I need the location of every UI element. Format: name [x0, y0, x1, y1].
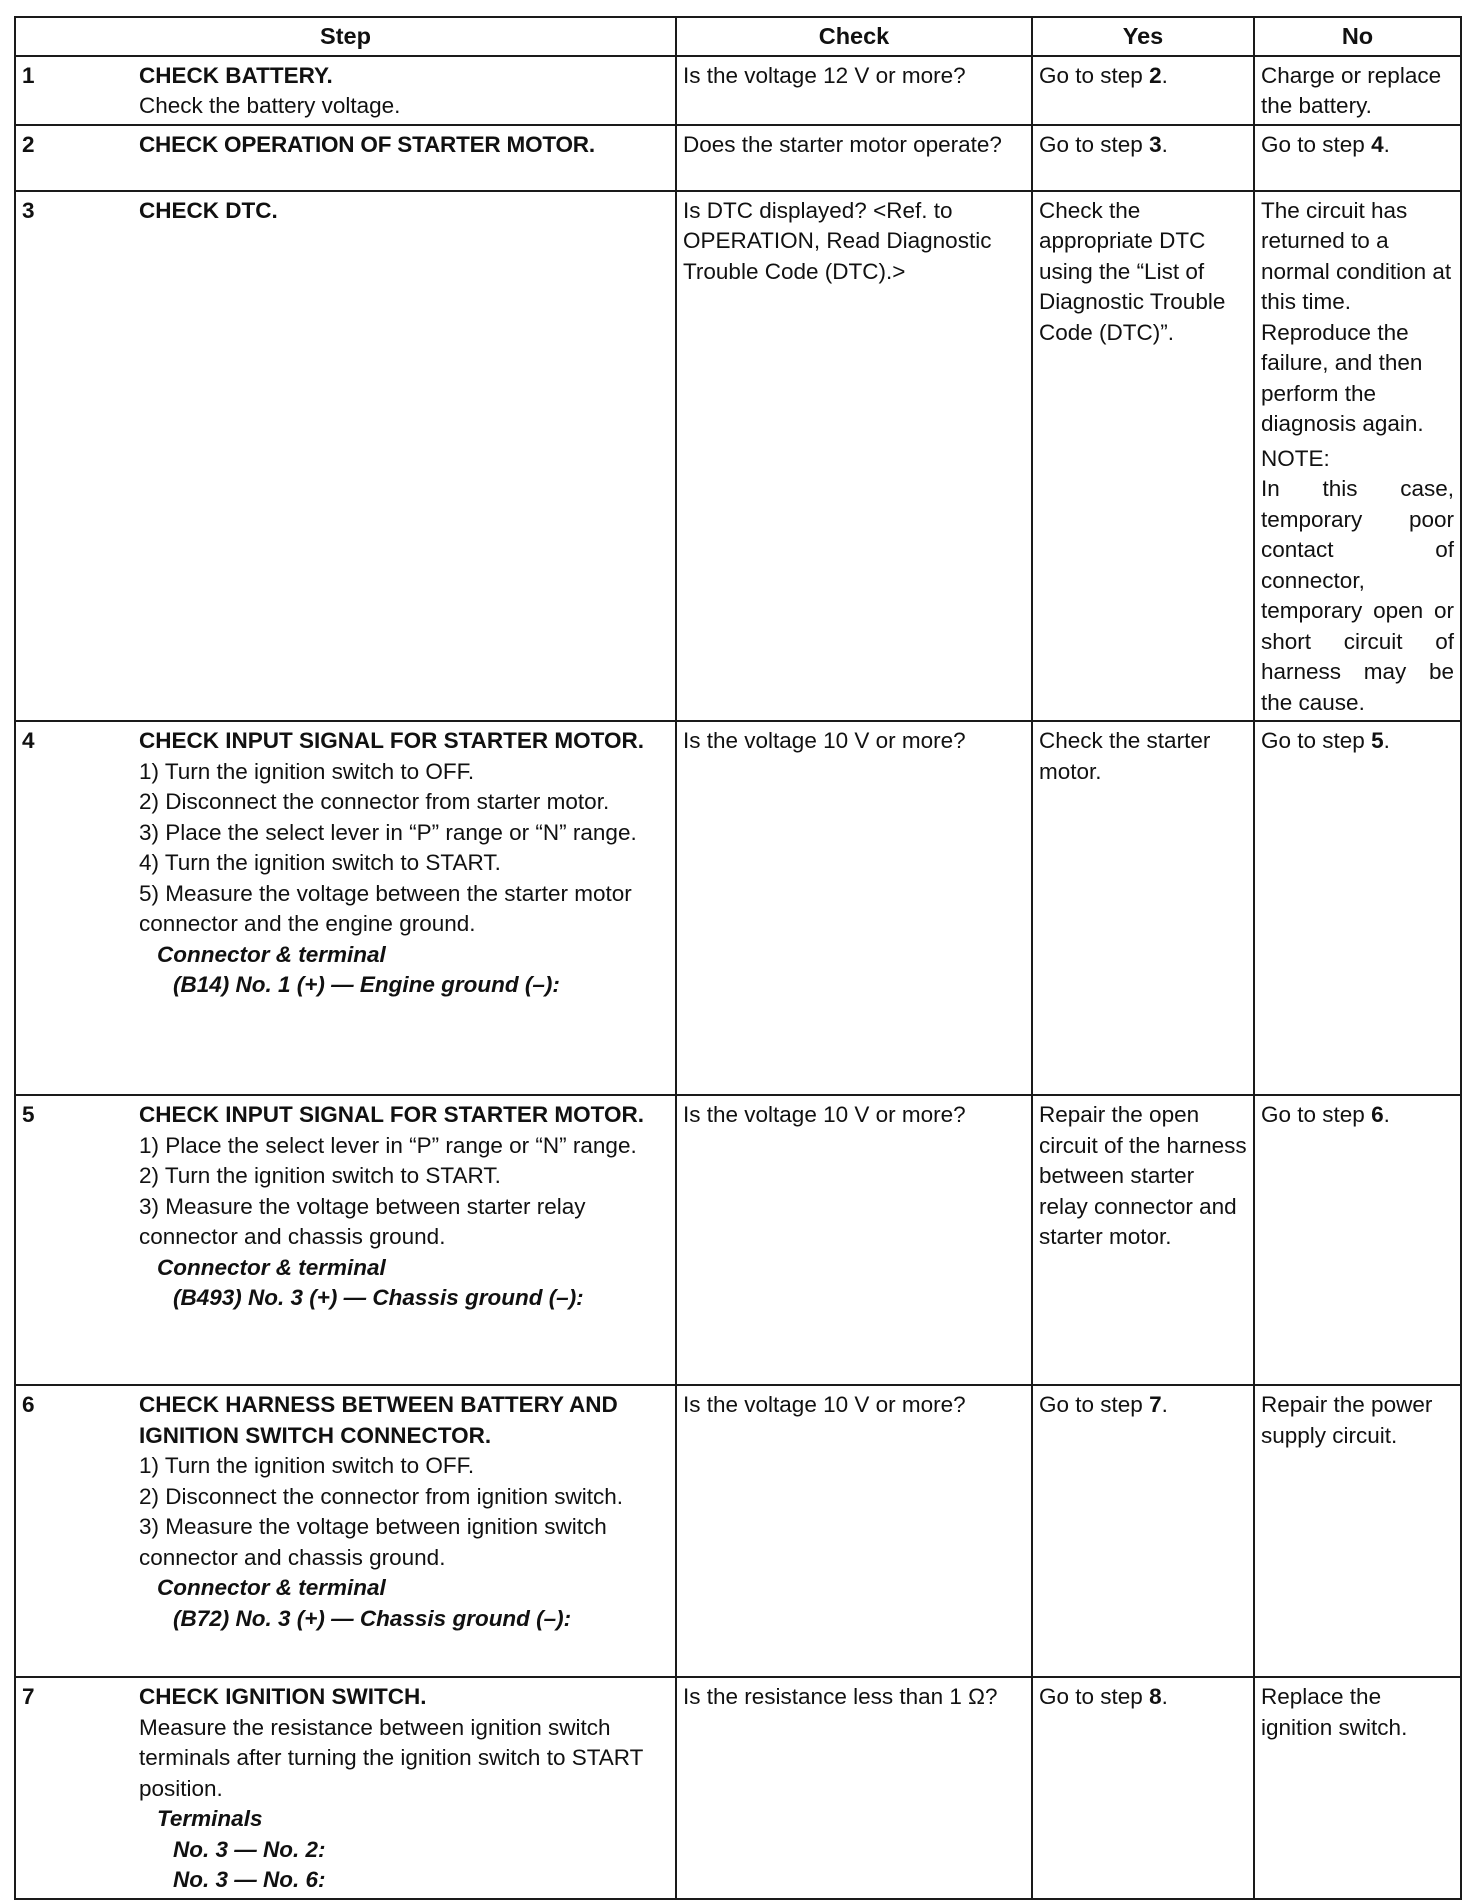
step-title: CHECK INPUT SIGNAL FOR STARTER MOTOR.	[139, 1102, 645, 1127]
connector-terminal-value: (B14) No. 1 (+) — Engine ground (–):	[173, 972, 560, 997]
step-cell	[133, 1095, 676, 1385]
step-title: CHECK HARNESS BETWEEN BATTERY AND IGNITION SWITCH CONNECTOR.	[139, 1392, 618, 1448]
step-cell	[133, 191, 676, 722]
note-text: In this case, temporary poor contact of connector, temporary open or short circuit of harness may be the cause.	[1261, 476, 1454, 715]
header-check: Check	[676, 17, 1032, 56]
no-text-end: .	[1383, 131, 1390, 157]
diagnostic-table	[14, 16, 1462, 1900]
yes-text-end: .	[1161, 1392, 1168, 1417]
step-number: 2	[15, 125, 133, 191]
terminals-value: No. 3 — No. 2:	[173, 1836, 326, 1862]
table-row	[15, 721, 1461, 1095]
step-instruction: 1) Turn the ignition switch to OFF.	[139, 758, 475, 784]
no-text-end: .	[1383, 1102, 1390, 1127]
yes-text: Go to step	[1039, 62, 1150, 88]
step-instruction: Check the battery voltage.	[139, 93, 401, 118]
connector-terminal-label: Connector & terminal	[157, 941, 386, 967]
yes-cell	[1032, 56, 1254, 125]
no-cell	[1254, 191, 1461, 722]
no-text: Go to step	[1261, 131, 1372, 157]
step-cell	[133, 1385, 676, 1677]
no-text: The circuit has returned to a normal condition at this time. Reproduce the failure, and then perform the diagnosis again.	[1261, 197, 1452, 436]
step-instruction: 1) Place the select lever in “P” range or “N” range.	[139, 1132, 637, 1158]
yes-step-ref: 2	[1149, 62, 1162, 88]
no-cell	[1254, 1095, 1461, 1385]
yes-text-end: .	[1161, 62, 1168, 88]
no-step-ref: 6	[1371, 1102, 1384, 1127]
step-title: CHECK BATTERY.	[139, 62, 333, 88]
check-cell: Is the voltage 10 V or more?	[676, 721, 1032, 1095]
yes-text-end: .	[1161, 131, 1168, 157]
step-instruction: Measure the resistance between ignition switch terminals after turning the ignition switch to START position.	[139, 1714, 643, 1801]
table-row	[15, 1677, 1461, 1899]
connector-terminal-value: (B72) No. 3 (+) — Chassis ground (–):	[173, 1605, 572, 1631]
yes-text: Go to step	[1039, 1392, 1150, 1417]
step-cell	[133, 125, 676, 191]
yes-cell	[1032, 1385, 1254, 1677]
step-instruction: 1) Turn the ignition switch to OFF.	[139, 1453, 475, 1478]
step-instruction: 2) Disconnect the connector from ignition switch.	[139, 1483, 623, 1509]
check-cell: Is DTC displayed? <Ref. to OPERATION, Read Diagnostic Trouble Code (DTC).>	[676, 191, 1032, 722]
check-cell: Is the resistance less than 1 Ω?	[676, 1677, 1032, 1899]
yes-cell: Check the starter motor.	[1032, 721, 1254, 1095]
yes-cell	[1032, 1677, 1254, 1899]
yes-step-ref: 3	[1149, 131, 1162, 157]
no-cell: Repair the power supply circuit.	[1254, 1385, 1461, 1677]
note-label: NOTE:	[1261, 445, 1330, 471]
check-cell: Is the voltage 10 V or more?	[676, 1385, 1032, 1677]
step-instruction: 2) Turn the ignition switch to START.	[139, 1163, 501, 1188]
no-text: Go to step	[1261, 1102, 1372, 1127]
step-number: 3	[15, 191, 133, 722]
no-cell	[1254, 721, 1461, 1095]
no-cell	[1254, 125, 1461, 191]
yes-text: Go to step	[1039, 131, 1150, 157]
step-instruction: 5) Measure the voltage between the starter motor connector and the engine ground.	[139, 880, 632, 936]
step-instruction: 3) Measure the voltage between starter relay connector and chassis ground.	[139, 1193, 586, 1249]
step-title: CHECK IGNITION SWITCH.	[139, 1684, 427, 1709]
table-row	[15, 56, 1461, 125]
step-instruction: 4) Turn the ignition switch to START.	[139, 850, 501, 875]
yes-cell	[1032, 125, 1254, 191]
step-instruction: 3) Measure the voltage between ignition switch connector and chassis ground.	[139, 1514, 607, 1570]
header-step: Step	[15, 17, 676, 56]
step-title: CHECK OPERATION OF STARTER MOTOR.	[139, 131, 595, 157]
no-step-ref: 5	[1371, 728, 1384, 753]
no-step-ref: 4	[1371, 131, 1384, 157]
terminals-label: Terminals	[157, 1806, 263, 1831]
step-number: 5	[15, 1095, 133, 1385]
connector-terminal-label: Connector & terminal	[157, 1254, 386, 1280]
header-row	[15, 17, 1461, 56]
step-title: CHECK DTC.	[139, 197, 278, 223]
yes-text-end: .	[1161, 1684, 1168, 1709]
table-row	[15, 1095, 1461, 1385]
check-cell: Is the voltage 12 V or more?	[676, 56, 1032, 125]
step-title: CHECK INPUT SIGNAL FOR STARTER MOTOR.	[139, 728, 645, 753]
no-cell: Charge or replace the battery.	[1254, 56, 1461, 125]
step-cell	[133, 1677, 676, 1899]
yes-cell: Repair the open circuit of the harness between starter relay connector and starter motor.	[1032, 1095, 1254, 1385]
no-cell: Replace the ignition switch.	[1254, 1677, 1461, 1899]
table-row	[15, 1385, 1461, 1677]
table-row	[15, 125, 1461, 191]
check-cell: Is the voltage 10 V or more?	[676, 1095, 1032, 1385]
yes-step-ref: 8	[1149, 1684, 1162, 1709]
no-text-end: .	[1383, 728, 1390, 753]
no-text: Go to step	[1261, 728, 1372, 753]
yes-step-ref: 7	[1149, 1392, 1162, 1417]
step-number: 4	[15, 721, 133, 1095]
terminals-value: No. 3 — No. 6:	[173, 1867, 326, 1892]
step-number: 7	[15, 1677, 133, 1899]
header-no: No	[1254, 17, 1461, 56]
step-cell	[133, 721, 676, 1095]
connector-terminal-label: Connector & terminal	[157, 1575, 386, 1600]
step-number: 1	[15, 56, 133, 125]
step-number: 6	[15, 1385, 133, 1677]
table-row	[15, 191, 1461, 722]
header-yes: Yes	[1032, 17, 1254, 56]
step-cell	[133, 56, 676, 125]
step-instruction: 2) Disconnect the connector from starter motor.	[139, 789, 610, 814]
check-cell: Does the starter motor operate?	[676, 125, 1032, 191]
step-instruction: 3) Place the select lever in “P” range or “N” range.	[139, 819, 637, 845]
connector-terminal-value: (B493) No. 3 (+) — Chassis ground (–):	[173, 1285, 584, 1310]
yes-text: Go to step	[1039, 1684, 1150, 1709]
yes-cell: Check the appropriate DTC using the “List of Diagnostic Trouble Code (DTC)”.	[1032, 191, 1254, 722]
